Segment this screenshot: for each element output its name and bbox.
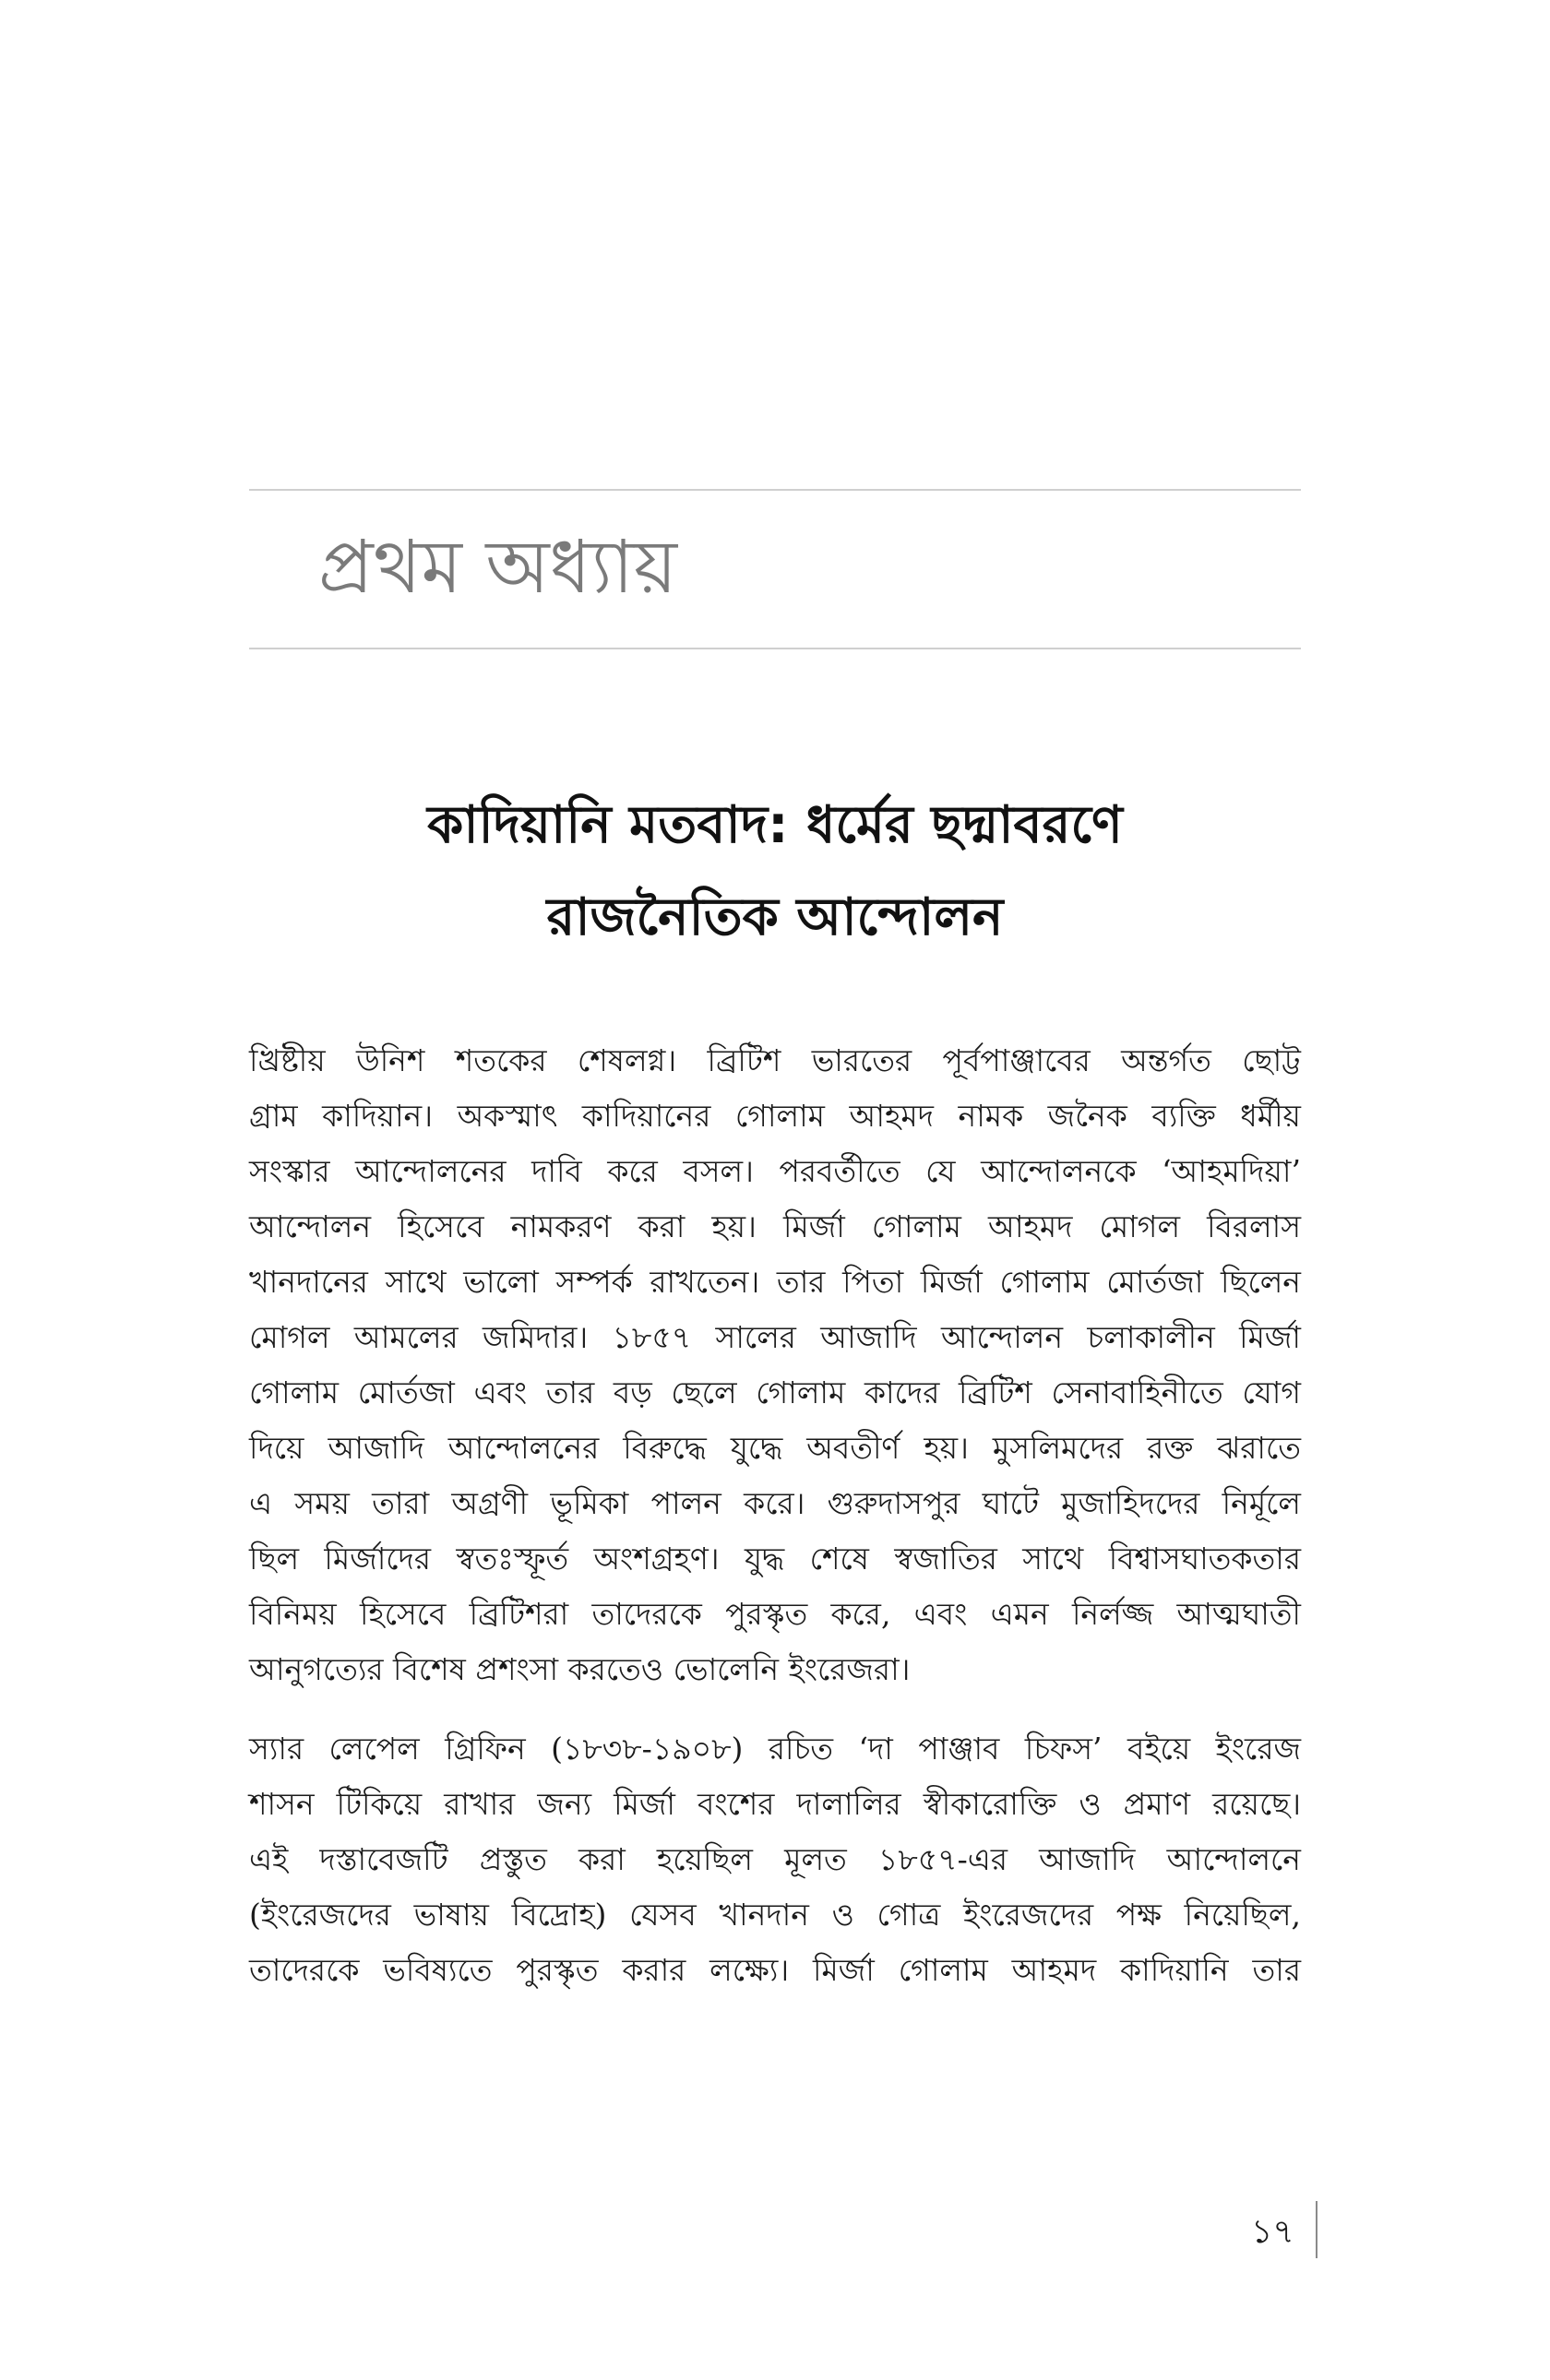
paragraph-2 (249, 1721, 1301, 1998)
text-line: গ্রাম কাদিয়ান। অকস্মাৎ কাদিয়ানের গোলাম আহমদ নামক জনৈক ব্যক্তি ধর্মীয় (249, 1098, 1301, 1134)
text-line: গোলাম মোর্তজা এবং তার বড় ছেলে গোলাম কাদের ব্রিটিশ সেনাবাহিনীতে যোগ (249, 1374, 1301, 1410)
text-line: মোগল আমলের জমিদার। ১৮৫৭ সালের আজাদি আন্দোলন চলাকালীন মির্জা (249, 1319, 1301, 1355)
text-line: স্যার লেপেল গ্রিফিন (১৮৩৮-১৯০৮) রচিত ‘দা পাঞ্জাব চিফস’ বইয়ে ইংরেজ (249, 1731, 1301, 1767)
chapter-label: প্রথম অধ্যায় (318, 524, 678, 610)
chapter-title (249, 779, 1301, 964)
page-number-divider (1316, 2201, 1318, 2258)
text-line: বিনিময় হিসেবে ব্রিটিশরা তাদেরকে পুরস্কৃত করে, এবং এমন নির্লজ্জ আত্মঘাতী (249, 1596, 1301, 1632)
body-text (249, 1033, 1301, 1998)
text-line: দিয়ে আজাদি আন্দোলনের বিরুদ্ধে যুদ্ধে অবতীর্ণ হয়। মুসলিমদের রক্ত ঝরাতে (249, 1430, 1301, 1466)
text-line: খানদানের সাথে ভালো সম্পর্ক রাখতেন। তার পিতা মির্জা গোলাম মোর্তজা ছিলেন (249, 1264, 1301, 1300)
text-line: (ইংরেজদের ভাষায় বিদ্রোহ) যেসব খানদান ও গোত্র ইংরেজদের পক্ষ নিয়েছিল, (249, 1897, 1301, 1933)
bottom-rule (249, 648, 1301, 649)
chapter-title-line: কাদিয়ানি মতবাদ: ধর্মের ছদ্মাবরণে (427, 795, 1123, 855)
paragraph-1 (249, 1033, 1301, 1697)
text-line: এই দস্তাবেজটি প্রস্তুত করা হয়েছিল মূলত ১৮৫৭-এর আজাদি আন্দোলনে (249, 1841, 1301, 1877)
text-line: আন্দোলন হিসেবে নামকরণ করা হয়। মির্জা গোলাম আহমদ মোগল বিরলাস (249, 1208, 1301, 1244)
text-line: সংস্কার আন্দোলনের দাবি করে বসল। পরবর্তীতে যে আন্দোলনকে ‘আহমদিয়া’ (249, 1153, 1301, 1189)
text-line: শাসন টিকিয়ে রাখার জন্য মির্জা বংশের দালালির স্বীকারোক্তি ও প্রমাণ রয়েছে। (249, 1786, 1301, 1822)
text-line: খ্রিষ্টীয় উনিশ শতকের শেষলগ্ন। ব্রিটিশ ভারতের পূর্বপাঞ্জাবের অন্তর্গত ছোট্ট (249, 1042, 1301, 1078)
page-number: ১৭ (1251, 2213, 1294, 2251)
text-line: আনুগত্যের বিশেষ প্রশংসা করতেও ভোলেনি ইংরেজরা। (249, 1651, 911, 1687)
text-line: তাদেরকে ভবিষ্যতে পুরস্কৃত করার লক্ষ্যে। মির্জা গোলাম আহমদ কাদিয়ানি তার (249, 1952, 1301, 1988)
text-line: এ সময় তারা অগ্রণী ভূমিকা পালন করে। গুরুদাসপুর ঘাটে মুজাহিদদের নির্মূলে (249, 1485, 1301, 1521)
top-rule (249, 489, 1301, 491)
chapter-title-line: রাজনৈতিক আন্দোলন (546, 887, 1004, 947)
text-line: ছিল মির্জাদের স্বতঃস্ফূর্ত অংশগ্রহণ। যুদ্ধ শেষে স্বজাতির সাথে বিশ্বাসঘাতকতার (249, 1541, 1301, 1577)
